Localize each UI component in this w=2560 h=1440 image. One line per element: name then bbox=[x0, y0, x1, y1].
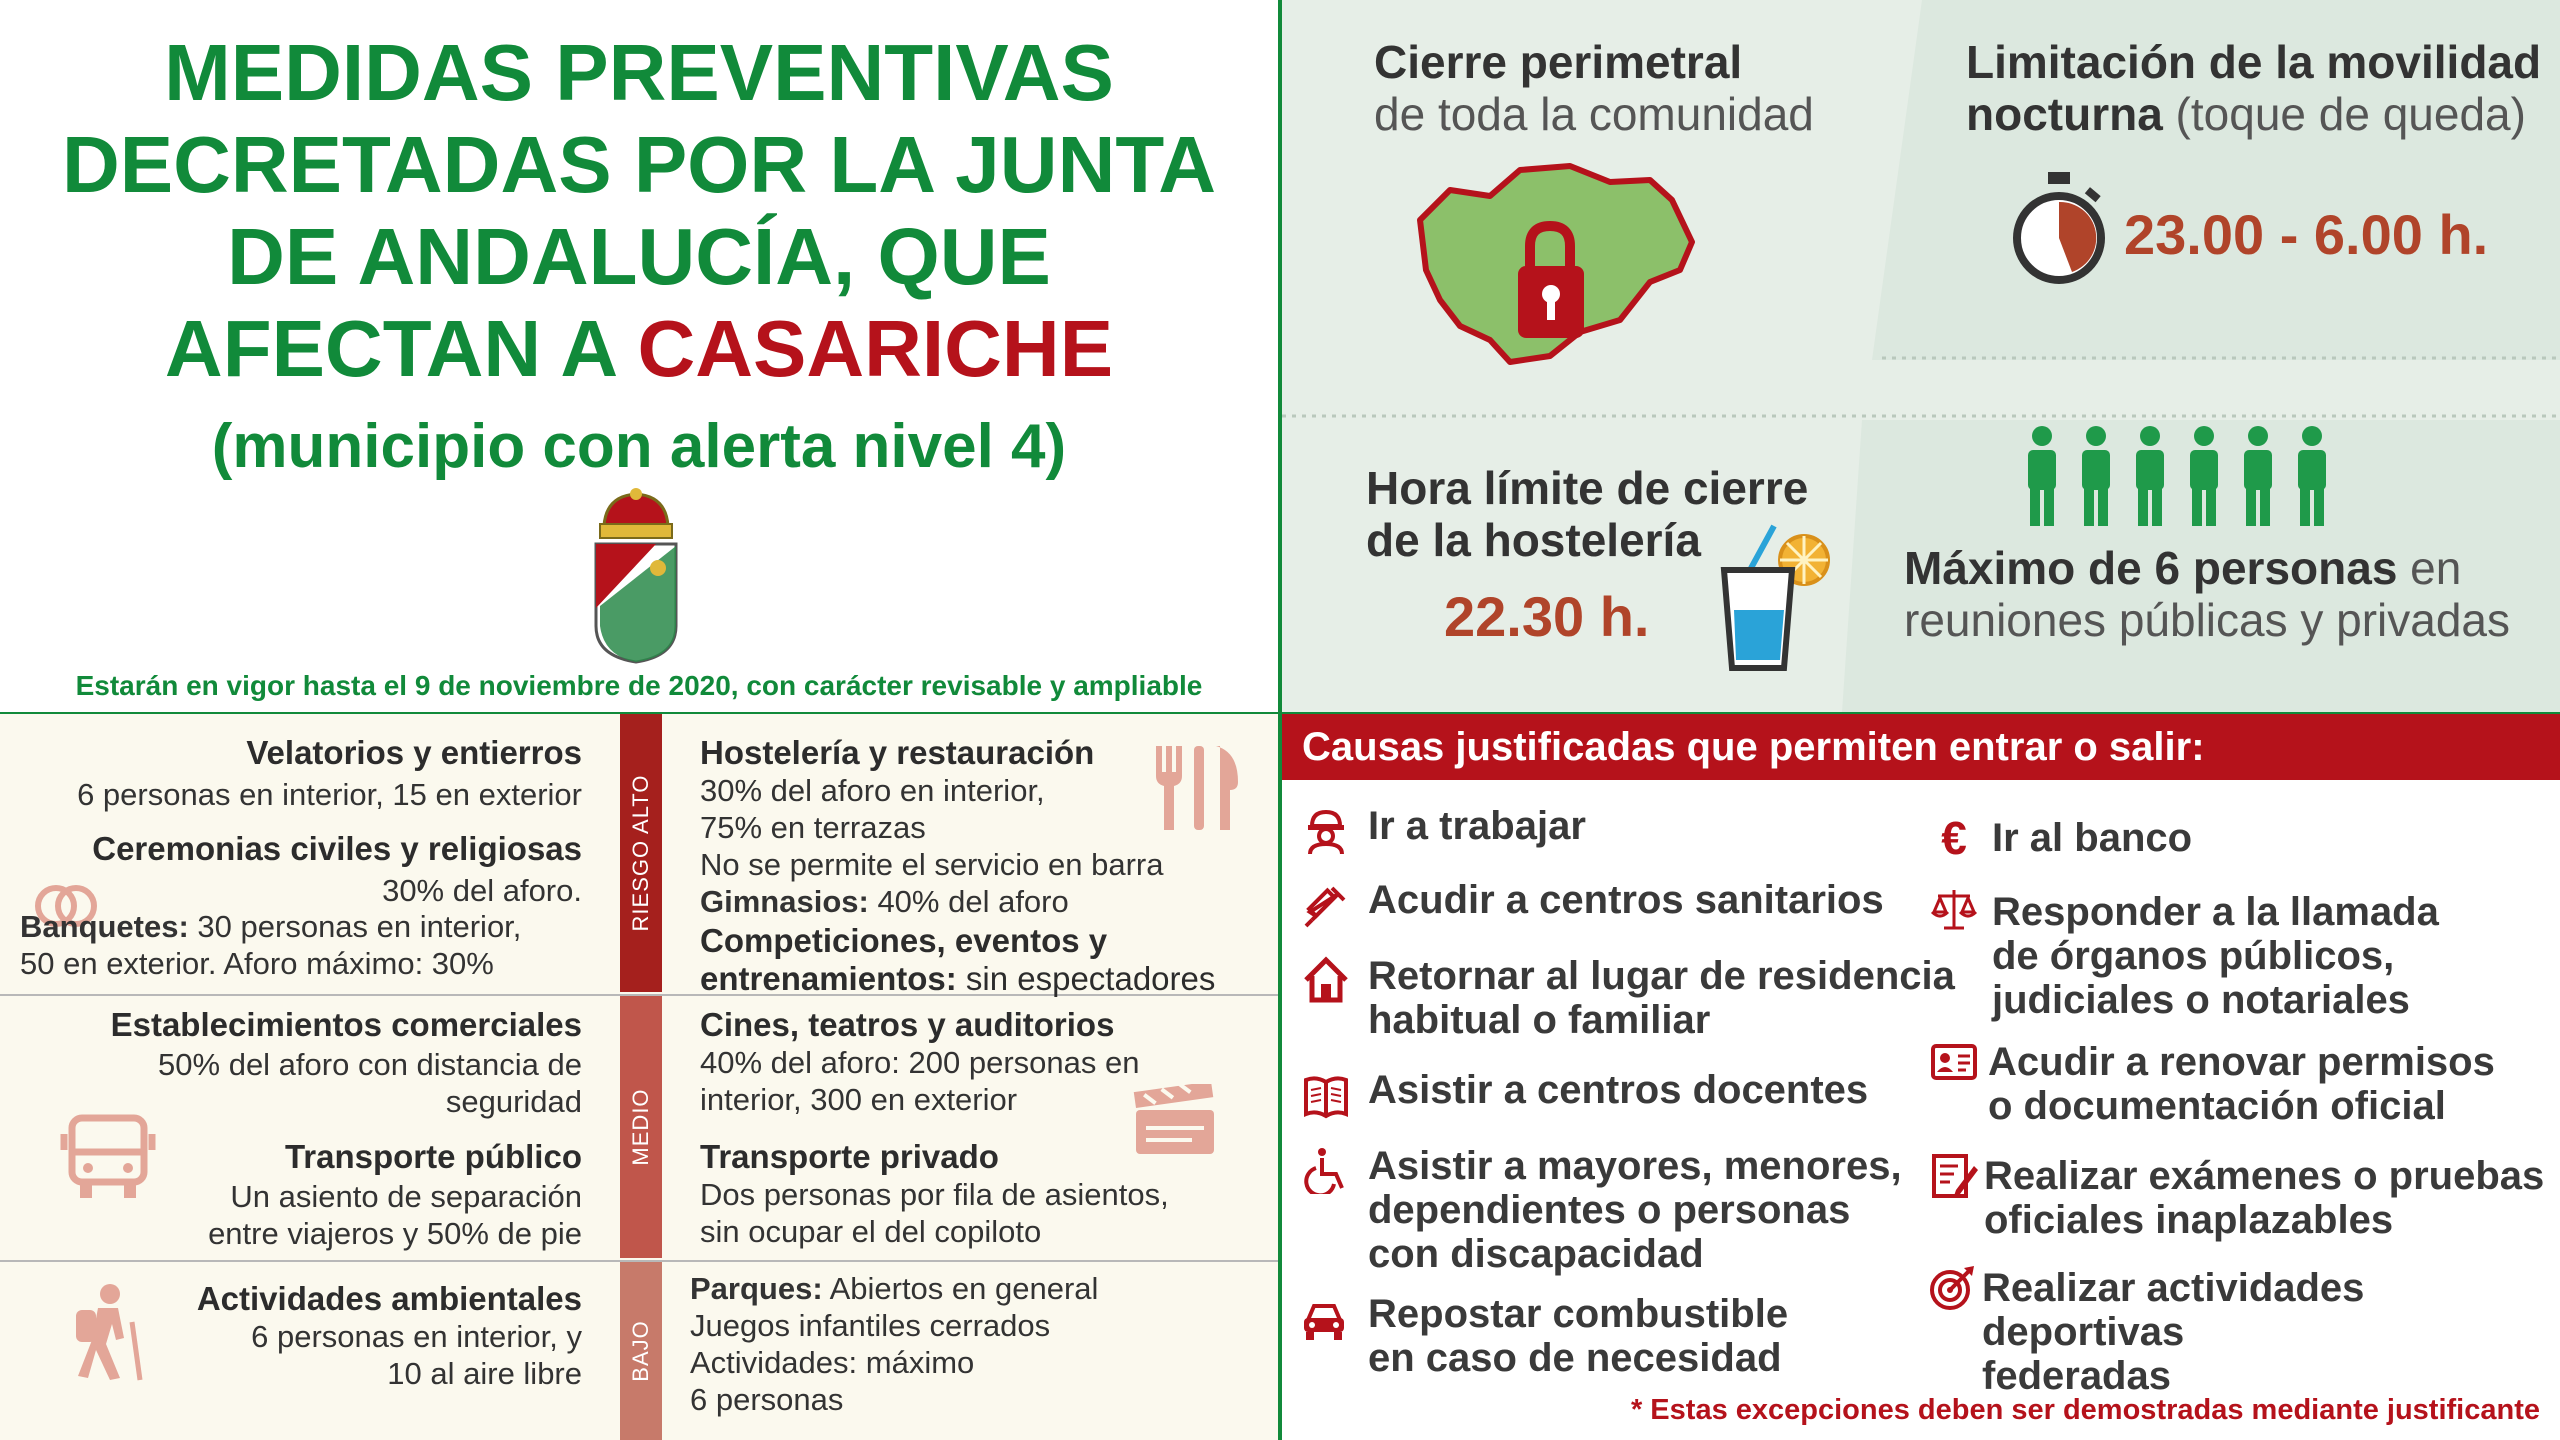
cause-bank: Ir al banco bbox=[1992, 816, 2193, 860]
gyms-text: 40% del aforo bbox=[868, 884, 1069, 919]
cause-return-home bbox=[1368, 954, 1955, 1042]
cause-permits bbox=[1988, 1040, 2495, 1128]
title-subtitle: (municipio con alerta nivel 4) bbox=[211, 412, 1067, 481]
target-icon bbox=[1928, 1264, 1976, 1312]
coat-of-arms-icon bbox=[586, 486, 686, 664]
wheelchair-icon bbox=[1302, 1146, 1350, 1194]
banquets-text1: 30 personas en interior, bbox=[188, 909, 522, 944]
euro-icon bbox=[1930, 814, 1978, 862]
house-icon bbox=[1302, 956, 1350, 1004]
mobility-limit-bold1: Limitación de la movilidad bbox=[1966, 36, 2542, 88]
max-people-light2: reuniones públicas y privadas bbox=[1904, 594, 2511, 646]
max-people-light1: en bbox=[2397, 542, 2462, 594]
cause-call bbox=[1992, 890, 2439, 1022]
cause-exams-1: Realizar exámenes o pruebas bbox=[1984, 1154, 2545, 1198]
banquets-label: Banquetes: bbox=[20, 909, 189, 944]
hiker-icon bbox=[66, 1282, 146, 1382]
shops-text bbox=[158, 1046, 582, 1120]
cause-permits-1: Acudir a renovar permisos bbox=[1988, 1040, 2495, 1084]
scales-icon bbox=[1930, 886, 1978, 934]
hospitality-text1: 30% del aforo en interior, bbox=[700, 773, 1045, 808]
row-separator-2 bbox=[0, 1260, 1278, 1262]
level-bar-medium bbox=[620, 996, 662, 1258]
private-transport-title: Transporte privado bbox=[700, 1138, 999, 1175]
level-medium-label: MEDIO bbox=[628, 1088, 653, 1166]
town-name: CASARICHE bbox=[637, 304, 1114, 393]
cause-permits-2: o documentación oficial bbox=[1988, 1084, 2446, 1128]
general-measures-panel bbox=[1282, 0, 2560, 712]
cause-sports-2: federadas bbox=[1982, 1354, 2171, 1398]
ceremonies-title: Ceremonias civiles y religiosas bbox=[92, 830, 582, 867]
level-bar-high bbox=[620, 714, 662, 992]
public-transport-text2: entre viajeros y 50% de pie bbox=[208, 1216, 582, 1251]
level-bar-low bbox=[620, 1262, 662, 1440]
hospitality-text bbox=[700, 772, 1163, 920]
max-people-bold: Máximo de 6 personas bbox=[1904, 542, 2398, 594]
public-transport-text1: Un asiento de separación bbox=[230, 1179, 582, 1214]
cause-fuel-2: en caso de necesidad bbox=[1368, 1336, 1782, 1380]
banquets-text2: 50 en exterior. Aforo máximo: 30% bbox=[20, 946, 494, 981]
title-line-2: DECRETADAS POR LA JUNTA bbox=[61, 120, 1217, 209]
exam-icon bbox=[1930, 1152, 1978, 1200]
competitions-title: Competiciones, eventos y bbox=[700, 922, 1108, 959]
cause-care-3: con discapacidad bbox=[1368, 1232, 1704, 1276]
justified-causes-panel bbox=[1282, 714, 2560, 1440]
title-line-4 bbox=[0, 304, 1278, 394]
cause-exams-2: oficiales inaplazables bbox=[1984, 1198, 2394, 1242]
cause-return-home-2: habitual o familiar bbox=[1368, 998, 1711, 1042]
cinemas-title: Cines, teatros y auditorios bbox=[700, 1006, 1115, 1043]
causes-title: Causas justificadas que permiten entrar o salir: bbox=[1282, 714, 2560, 780]
level-low-label: BAJO bbox=[628, 1320, 653, 1382]
private-transport-text bbox=[700, 1176, 1169, 1250]
id-card-icon bbox=[1930, 1038, 1978, 1086]
title-line-4-prefix: AFECTAN A bbox=[164, 304, 638, 393]
public-transport-text bbox=[208, 1178, 582, 1252]
drink-glass-icon bbox=[1704, 520, 1834, 672]
validity-note: Estarán en vigor hasta el 9 de noviembre de 2020, con carácter revisable y ampliable bbox=[75, 670, 1203, 701]
curfew-hours: 23.00 - 6.00 h. bbox=[2124, 203, 2489, 266]
cinemas-text bbox=[700, 1044, 1139, 1118]
six-people-icon bbox=[2022, 424, 2362, 528]
parks-text1: Abiertos en general bbox=[822, 1271, 1099, 1306]
cause-school: Asistir a centros docentes bbox=[1368, 1068, 1869, 1112]
banquets-text bbox=[20, 908, 521, 982]
mobility-limit-bold2: nocturna bbox=[1966, 88, 2163, 140]
cause-care-2: dependientes o personas bbox=[1368, 1188, 1851, 1232]
cinemas-text1: 40% del aforo: 200 personas en bbox=[700, 1045, 1140, 1080]
cause-care-1: Asistir a mayores, menores, bbox=[1368, 1144, 1902, 1188]
cause-call-1: Responder a la llamada bbox=[1992, 890, 2439, 934]
perimeter-closure-text bbox=[1374, 36, 1814, 140]
cause-work: Ir a trabajar bbox=[1368, 804, 1586, 848]
mobility-limit-text bbox=[1966, 36, 2541, 140]
gyms-label: Gimnasios: bbox=[700, 884, 869, 919]
perimeter-closure-light: de toda la comunidad bbox=[1374, 88, 1814, 140]
cause-fuel bbox=[1368, 1292, 1788, 1380]
cause-call-2: de órganos públicos, bbox=[1992, 934, 2395, 978]
car-icon bbox=[1300, 1296, 1348, 1344]
hospitality-closing-line2: de la hostelería bbox=[1366, 514, 1701, 566]
environmental-text1: 6 personas en interior, y bbox=[251, 1319, 582, 1354]
worker-icon bbox=[1302, 808, 1350, 856]
private-transport-text2: sin ocupar el del copiloto bbox=[700, 1214, 1042, 1249]
hospitality-closing-line1: Hora límite de cierre bbox=[1366, 462, 1809, 514]
environmental-text bbox=[251, 1318, 582, 1392]
cause-care bbox=[1368, 1144, 1902, 1276]
hospitality-text2: 75% en terrazas bbox=[700, 810, 926, 845]
parks-text3: Actividades: máximo bbox=[690, 1345, 975, 1380]
svg-text:€: € bbox=[1941, 814, 1967, 862]
hospitality-closing-time: 22.30 h. bbox=[1444, 585, 1650, 648]
bus-icon bbox=[60, 1112, 156, 1200]
competitions-label: entrenamientos: bbox=[700, 960, 957, 997]
funerals-title: Velatorios y entierros bbox=[246, 734, 582, 771]
cinemas-text2: interior, 300 en exterior bbox=[700, 1082, 1018, 1117]
stopwatch-icon bbox=[2012, 168, 2106, 290]
ceremonies-text: 30% del aforo. bbox=[382, 873, 582, 908]
parks-text4: 6 personas bbox=[690, 1382, 844, 1417]
hospitality-text3: No se permite el servicio en barra bbox=[700, 847, 1164, 882]
mobility-limit-light: (toque de queda) bbox=[2162, 88, 2526, 140]
hospitality-title: Hostelería y restauración bbox=[700, 734, 1095, 771]
title-line-1: MEDIDAS PREVENTIVAS bbox=[164, 28, 1114, 117]
shops-text1: 50% del aforo con distancia de bbox=[158, 1047, 582, 1082]
funerals-text: 6 personas en interior, 15 en exterior bbox=[77, 777, 582, 812]
shops-title: Establecimientos comerciales bbox=[110, 1006, 582, 1043]
title-block bbox=[0, 0, 1278, 712]
parks-text bbox=[690, 1270, 1098, 1418]
perimeter-closure-bold: Cierre perimetral bbox=[1374, 36, 1743, 88]
clapperboard-icon bbox=[1132, 1084, 1218, 1156]
public-transport-title: Transporte público bbox=[284, 1138, 582, 1175]
syringe-icon bbox=[1302, 882, 1350, 930]
competitions-block bbox=[700, 922, 1215, 998]
title-line-3: DE ANDALUCÍA, QUE bbox=[227, 212, 1051, 301]
book-icon bbox=[1302, 1072, 1350, 1120]
footnote: * Estas excepciones deben ser demostradas mediante justificante bbox=[1630, 1394, 2540, 1426]
environmental-title: Actividades ambientales bbox=[196, 1280, 582, 1317]
cause-health: Acudir a centros sanitarios bbox=[1368, 878, 1884, 922]
shops-text2: seguridad bbox=[445, 1084, 582, 1119]
cause-return-home-1: Retornar al lugar de residencia bbox=[1368, 954, 1955, 998]
parks-text2: Juegos infantiles cerrados bbox=[690, 1308, 1051, 1343]
cause-sports bbox=[1982, 1266, 2560, 1398]
private-transport-text1: Dos personas por fila de asientos, bbox=[700, 1177, 1169, 1212]
environmental-text2: 10 al aire libre bbox=[387, 1356, 582, 1391]
cutlery-icon bbox=[1152, 742, 1248, 834]
cause-fuel-1: Repostar combustible bbox=[1368, 1292, 1789, 1336]
andalusia-map-lock-icon bbox=[1410, 160, 1702, 370]
cause-call-3: judiciales o notariales bbox=[1992, 978, 2410, 1022]
parks-label: Parques: bbox=[690, 1271, 823, 1306]
max-people-text bbox=[1904, 542, 2510, 646]
measures-table bbox=[0, 714, 1278, 1440]
level-high-label: RIESGO ALTO bbox=[628, 774, 653, 932]
cause-sports-1: Realizar actividades deportivas bbox=[1982, 1266, 2365, 1354]
competitions-text: sin espectadores bbox=[956, 960, 1216, 997]
cause-exams bbox=[1984, 1154, 2544, 1242]
